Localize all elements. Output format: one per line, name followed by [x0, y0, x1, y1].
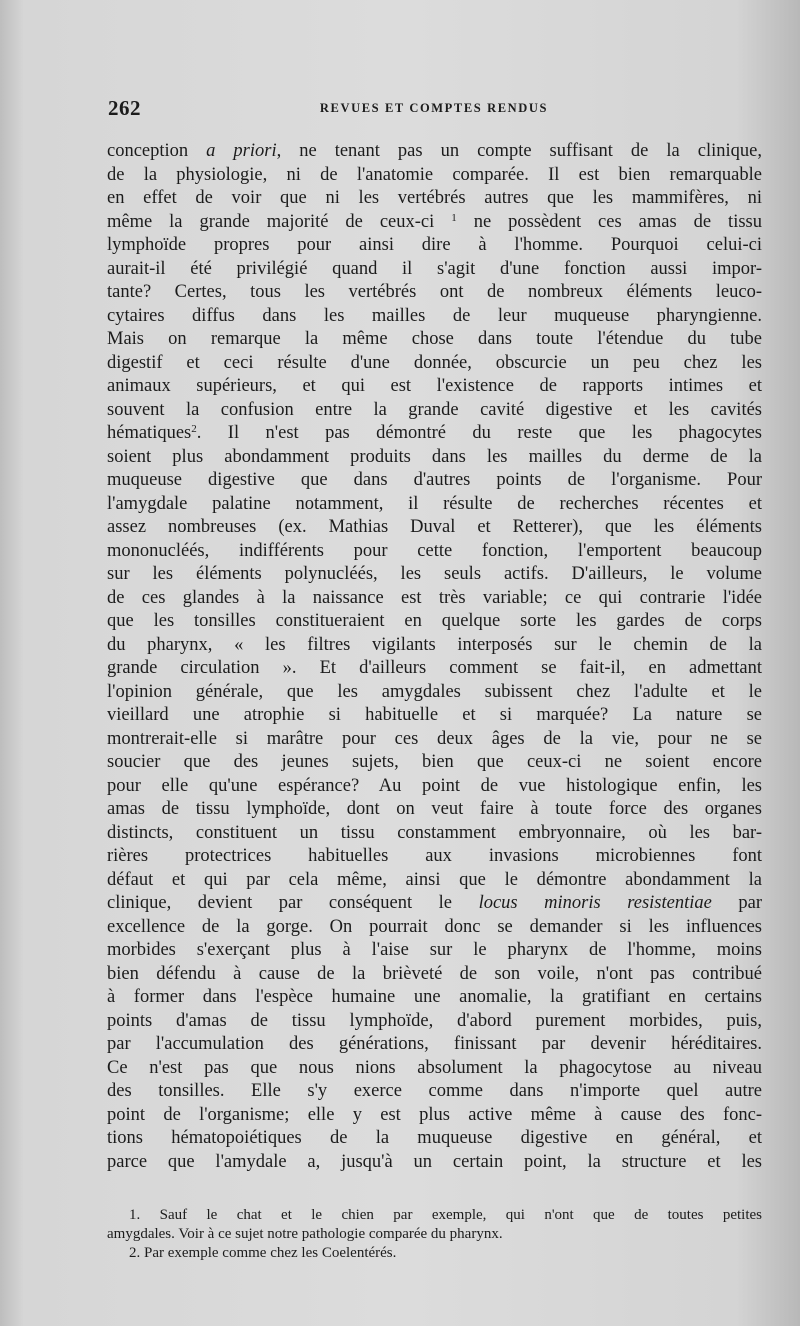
italic-phrase: locus minoris resistentiae — [478, 893, 712, 913]
text-line: point de l'organisme; elle y est plus active même à cause des fonc- — [107, 1104, 762, 1125]
text-line: même la grande majorité de ceux-ci $^1$ ne possèdent ces amas de tissu — [107, 211, 762, 232]
text-line: cytaires diffus dans les mailles de leur muqueuse pharyngienne. — [107, 305, 762, 326]
text-line: l'opinion générale, que les amygdales subissent chez l'adulte et le — [107, 681, 762, 702]
italic-phrase: a priori — [206, 141, 277, 161]
text-line: par l'accumulation des générations, finissant par devenir héréditaires. — [107, 1034, 762, 1054]
footnote-2: 2. Par exemple comme chez les Coelentérés. — [129, 1245, 397, 1261]
text-line: l'amygdale palatine notamment, il résulte de recherches récentes et — [107, 493, 762, 514]
text-line: pour elle qu'une espérance? Au point de vue histologique enfin, les — [107, 775, 762, 796]
text-line: amas de tissu lymphoïde, dont on veut faire à toute force des organes — [107, 799, 762, 819]
text-line: distincts, constituent un tissu constamment embryonnaire, où les bar- — [107, 822, 762, 843]
text-line: sur les éléments polynucléés, les seuls actifs. D'ailleurs, le volume — [107, 564, 762, 584]
text-line: défaut et qui par cela même, ainsi que le démontre abondamment la — [107, 869, 762, 890]
text-line: souvent la confusion entre la grande cavité digestive et les cavités — [107, 399, 762, 420]
footnote-ref: 2 — [191, 423, 197, 435]
page-number: 262 — [108, 96, 141, 120]
text-line: montrerait-elle si marâtre pour ces deux âges de la vie, pour ne se — [107, 728, 762, 749]
text-line: que les tonsilles constitueraient en quelque sorte les gardes de corps — [107, 611, 762, 631]
text-line: morbides s'exerçant plus à l'aise sur le pharynx de l'homme, moins — [107, 940, 762, 960]
text-line: excellence de la gorge. On pourrait donc se demander si les influences — [107, 916, 762, 937]
text-line: animaux supérieurs, et qui est l'existence de rapports intimes et — [107, 376, 762, 396]
text-line: vieillard une atrophie si habituelle et si marquée? La nature se — [107, 705, 762, 725]
text-line: tante? Certes, tous les vertébrés ont de nombreux éléments leuco- — [107, 282, 762, 302]
page-header — [108, 96, 760, 122]
text-line: parce que l'amydale a, jusqu'à un certain point, la structure et les — [107, 1151, 762, 1172]
text-line: grande circulation ». Et d'ailleurs comment se fait-il, en admettant — [107, 658, 762, 678]
text-line: rières protectrices habituelles aux invasions microbiennes font — [107, 846, 762, 866]
footnotes — [107, 1206, 762, 1263]
text-line: mononucléés, indifférents pour cette fonction, l'emportent beaucoup — [107, 540, 762, 561]
running-head: REVUES ET COMPTES RENDUS — [319, 101, 549, 115]
text-line: du pharynx, « les filtres vigilants interposés sur le chemin de la — [107, 634, 762, 655]
text-line: clinique, devient par conséquent le locus minoris resistentiae par — [107, 893, 762, 913]
text-line: à former dans l'espèce humaine une anomalie, la gratifiant en certains — [107, 987, 762, 1007]
text-line: bien défendu à cause de la brièveté de son voile, n'ont pas contribué — [107, 963, 762, 984]
text-line: assez nombreuses (ex. Mathias Duval et Retterer), que les éléments — [107, 517, 762, 537]
text-line: soucier que des jeunes sujets, bien que ceux-ci ne soient encore — [107, 752, 762, 772]
footnote-1-continued: amygdales. Voir à ce sujet notre pathologie comparée du pharynx. — [107, 1226, 503, 1242]
text-line: des tonsilles. Elle s'y exerce comme dans n'importe quel autre — [107, 1081, 762, 1101]
text-line: digestif et ceci résulte d'une donnée, obscurcie un peu chez les — [107, 352, 762, 373]
text-line: points d'amas de tissu lymphoïde, d'abord purement morbides, puis, — [107, 1010, 762, 1031]
body-text — [107, 140, 762, 1174]
text-line: de la physiologie, ni de l'anatomie comparée. Il est bien remarquable — [107, 164, 762, 185]
text-line: tions hématopoiétiques de la muqueuse digestive en général, et — [107, 1128, 762, 1148]
text-line: conception a priori, ne tenant pas un compte suffisant de la clinique, — [107, 141, 762, 161]
text-line: de ces glandes à la naissance est très variable; ce qui contrarie l'idée — [107, 587, 762, 608]
text-line: aurait-il été privilégié quand il s'agit d'une fonction aussi impor- — [107, 258, 762, 279]
text-line: Ce n'est pas que nous nions absolument la phagocytose au niveau — [107, 1057, 762, 1078]
text-line: en effet de voir que ni les vertébrés autres que les mammifères, ni — [107, 188, 762, 208]
text-line: lymphoïde propres pour ainsi dire à l'homme. Pourquoi celui-ci — [107, 235, 762, 255]
text-line: soient plus abondamment produits dans les mailles du derme de la — [107, 446, 762, 467]
text-line: muqueuse digestive que dans d'autres points de l'organisme. Pour — [107, 470, 762, 490]
text-line: Mais on remarque la même chose dans toute l'étendue du tube — [107, 329, 762, 349]
footnote-ref: 1 — [451, 211, 457, 224]
footnote-1: 1. Sauf le chat et le chien par exemple, qui n'ont que de toutes petites — [129, 1207, 762, 1223]
text-line: hématiques$^2$. Il n'est pas démontré du reste que les phagocytes — [107, 423, 762, 443]
